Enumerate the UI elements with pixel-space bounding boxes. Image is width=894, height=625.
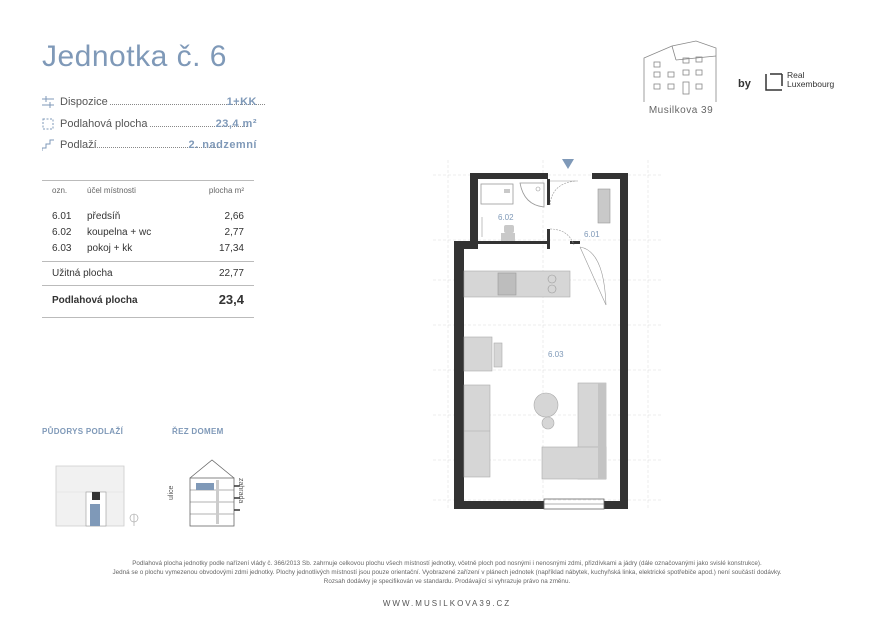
spec-label: Podlaží: [60, 139, 97, 151]
footer-note-3: Rozsah dodávky je specifikován ve standardu. Prodávající si vyhrazuje právo na změnu.: [323, 578, 571, 585]
usable-area-label: Užitná plocha: [52, 268, 113, 279]
entrance-marker-icon: [562, 159, 574, 169]
footer-note-2: Jedná se o plochu vymezenou obvodovými zdmi jednotky. Plochy jednotlivých místností jsou pouze orientační. Vyobrazené zařízení v plánech jednotek (například nábytek, kuchyňská linka, elektrické spotřebiče apod.) není součástí dodávky.: [112, 569, 782, 576]
street-label: ulice: [168, 485, 175, 500]
spec-dispozice: [42, 96, 257, 110]
section-title: ŘEZ DOMEM: [172, 427, 224, 436]
spec-value: 23,4 m²: [215, 118, 257, 130]
room-label-601: 6.01: [584, 230, 600, 239]
floorplan-section-title: PŮDORYS PODLAŽÍ: [42, 427, 124, 436]
project-name: Musilkova 39: [648, 105, 714, 116]
spec-podlahova-plocha: [42, 118, 257, 132]
unit-floor-plan: [428, 155, 668, 513]
area-square-icon: [42, 118, 54, 130]
spec-value: 1+KK: [226, 96, 257, 108]
garden-label: zahrada: [237, 478, 244, 504]
building-logo-icon: [636, 38, 726, 104]
spec-podlazi: [42, 139, 257, 153]
room-label-602: 6.02: [498, 213, 514, 222]
floor-area-label: Podlahová plocha: [52, 295, 138, 306]
table-row: [52, 208, 244, 224]
table-row: [52, 224, 244, 240]
page-title: Jednotka č. 6: [42, 40, 227, 73]
room-id: 6.01: [52, 210, 72, 222]
room-id: 6.02: [52, 226, 72, 238]
stairs-icon: [42, 139, 54, 151]
col-header-id: ozn.: [52, 186, 68, 195]
brand-by: by: [738, 78, 751, 90]
spec-label: Dispozice: [60, 96, 108, 108]
room-area: 2,77: [224, 226, 244, 238]
developer-line1: Real: [787, 70, 805, 80]
room-id: 6.03: [52, 242, 72, 254]
table-row: [52, 240, 244, 256]
mini-floorplan: [48, 462, 148, 530]
room-area: 2,66: [224, 210, 244, 222]
website-link[interactable]: WWW.MUSILKOVA39.CZ: [382, 599, 512, 608]
footer-note-1: Podlahová plocha jednotky podle nařízení vlády č. 366/2013 Sb. zahrnuje celkovou plochu všech místností jednotky, včetně ploch pod nosnými i nenosnými zdmi, přizdívkami a jádry (dále označovanými jako svislé konstrukce).: [132, 560, 762, 567]
developer-logo-icon: [764, 72, 784, 92]
spec-value: 2. nadzemní: [188, 139, 257, 151]
room-area: 17,34: [218, 242, 244, 254]
developer-line2: Luxembourg: [787, 79, 835, 89]
col-header-purpose: účel místnosti: [87, 186, 136, 195]
spec-label: Podlahová plocha: [60, 118, 148, 130]
col-header-area: plocha m²: [208, 186, 244, 195]
room-table: [52, 186, 244, 256]
room-purpose: pokoj + kk: [87, 242, 133, 254]
room-label-603: 6.03: [548, 350, 564, 359]
usable-area-value: 22,77: [218, 268, 244, 279]
layout-arrows-icon: [42, 96, 54, 108]
developer-name: [787, 71, 834, 89]
room-purpose: předsíň: [87, 210, 121, 222]
floor-area-value: 23,4: [218, 292, 244, 307]
room-purpose: koupelna + wc: [87, 226, 152, 238]
